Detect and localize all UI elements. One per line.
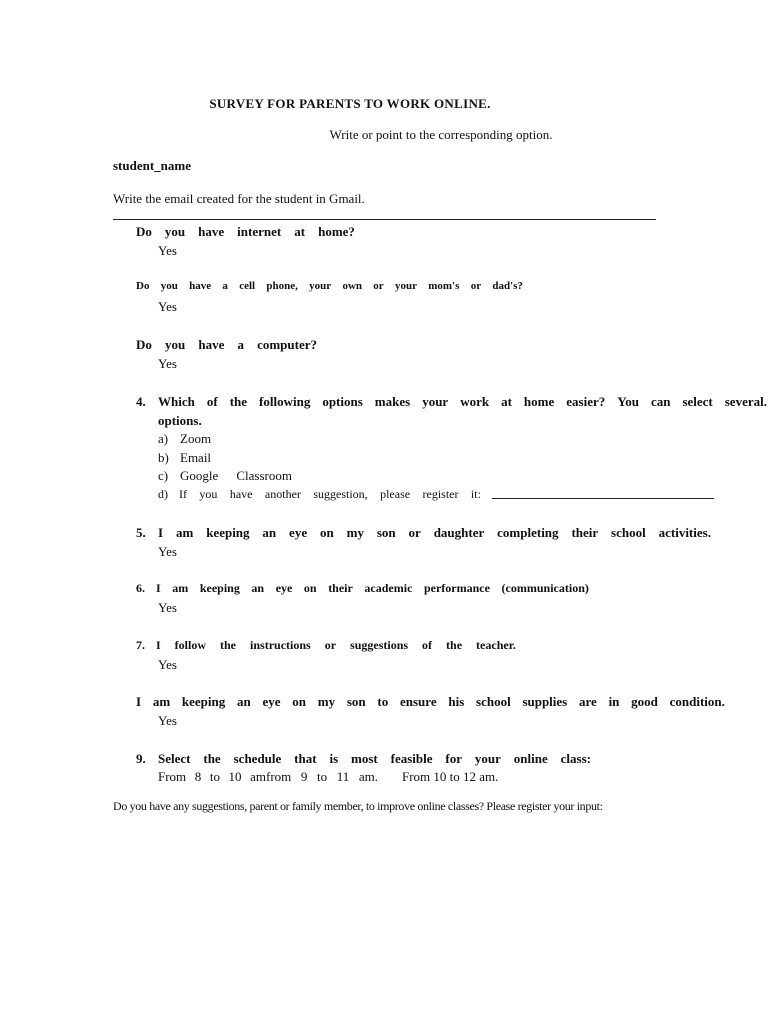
question-4-number: 4. — [136, 394, 146, 409]
question-5-answer: Yes — [158, 544, 177, 559]
question-6-answer: Yes — [158, 600, 177, 615]
question-6-text: I am keeping an eye on their academic performance (communication) — [156, 581, 589, 595]
option-d-letter: d) — [158, 487, 168, 501]
question-7-answer: Yes — [158, 657, 177, 672]
option-a-label[interactable]: Zoom — [180, 431, 212, 446]
email-answer-line — [113, 219, 656, 220]
question-5-number: 5. — [136, 525, 146, 540]
question-3-answer: Yes — [158, 356, 177, 371]
question-7-number: 7. — [136, 638, 145, 652]
question-7-text: I follow the instructions or suggestions of the teacher. — [156, 638, 516, 652]
email-prompt: Write the email created for the student in Gmail. — [113, 191, 365, 206]
question-2-text: Do you have a cell phone, your own or your mom's or dad's? — [136, 280, 523, 292]
question-8-text: I am keeping an eye on my son to ensure his school supplies are in good condition. — [136, 694, 725, 709]
option-d-blank-wrap — [482, 488, 714, 501]
instructions: Write or point to the corresponding option. — [329, 127, 553, 142]
option-b-letter: b) — [158, 450, 169, 465]
question-6-number: 6. — [136, 581, 145, 595]
schedule-option-3[interactable]: From 10 to 12 am. — [402, 769, 499, 784]
question-5-text: I am keeping an eye on my son or daughter completing their school activities. — [158, 525, 711, 540]
question-2-answer: Yes — [158, 299, 177, 314]
schedule-option-2[interactable]: from 9 to 11 am. — [266, 769, 378, 784]
option-b-label[interactable]: Email — [180, 450, 212, 465]
question-9-text: Select the schedule that is most feasible for your online class: — [158, 751, 591, 766]
option-c-label[interactable]: Google Classroom — [180, 468, 292, 483]
question-9-number: 9. — [136, 751, 146, 766]
question-1-text: Do you have internet at home? — [136, 224, 355, 239]
survey-title: SURVEY FOR PARENTS TO WORK ONLINE. — [209, 96, 491, 111]
student-name-label: student_name — [113, 158, 192, 173]
question-1-answer: Yes — [158, 243, 177, 258]
closing-prompt: Do you have any suggestions, parent or family member, to improve online classes? Please register your input: — [113, 799, 603, 813]
option-c-letter: c) — [158, 468, 169, 483]
option-d-answer-blank[interactable] — [492, 488, 714, 499]
option-a-letter: a) — [158, 431, 169, 446]
schedule-option-1[interactable]: From 8 to 10 am — [158, 769, 266, 784]
question-8-answer: Yes — [158, 713, 177, 728]
question-3-text: Do you have a computer? — [136, 337, 317, 352]
question-4-text: Which of the following options makes your work at home easier? You can select several. — [158, 394, 767, 409]
option-d-label: If you have another suggestion, please register it: — [179, 487, 481, 501]
question-4-text-continued: options. — [158, 413, 202, 428]
